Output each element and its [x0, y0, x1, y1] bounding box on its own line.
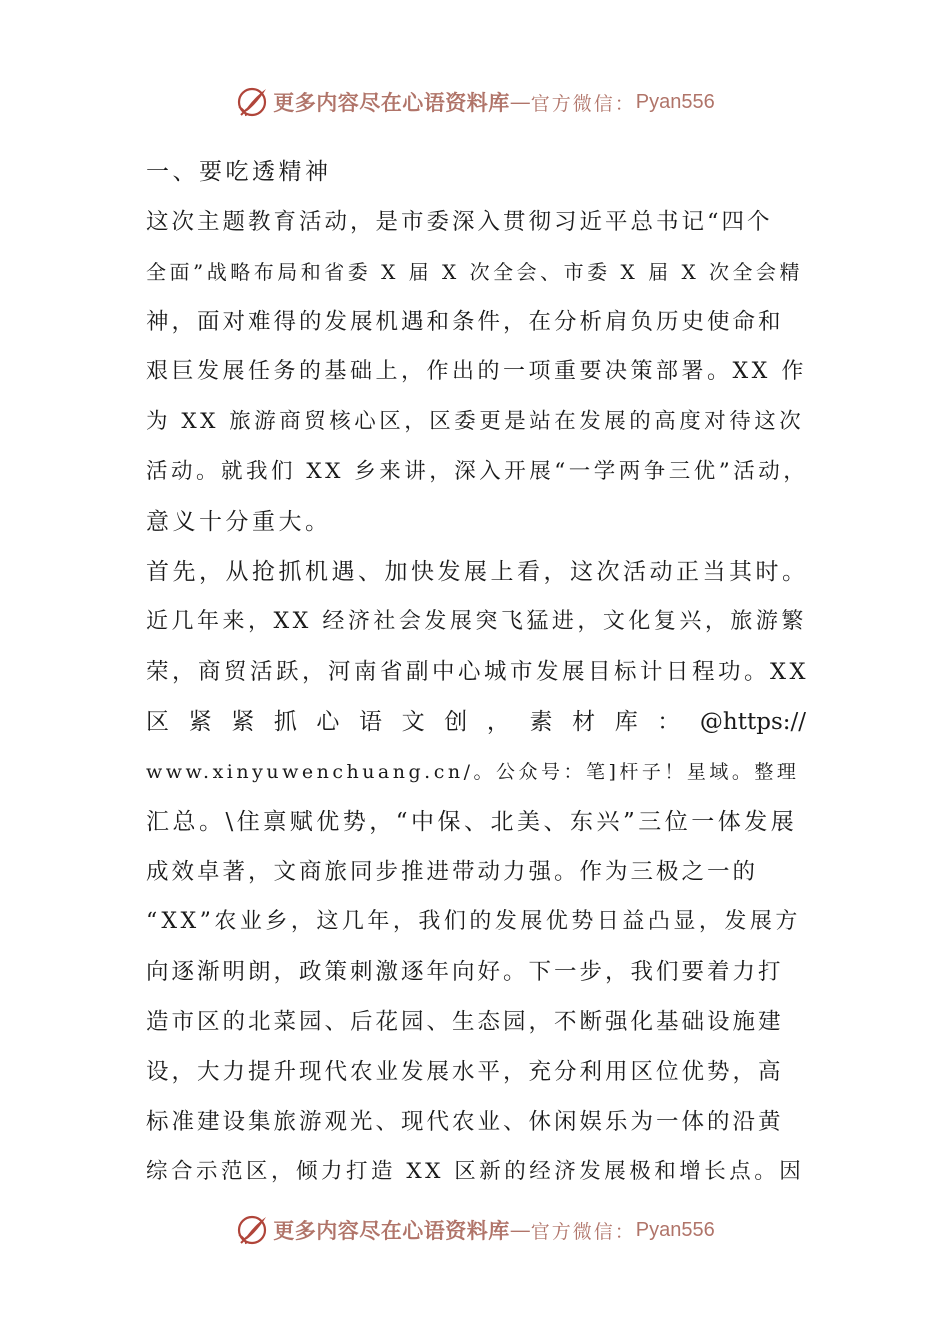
banner-wechat-id: Pyan556: [635, 90, 715, 113]
text-line: 近几年来，XX 经济社会发展突飞猛进，文化复兴，旅游繁: [146, 609, 807, 634]
banner-title: 更多内容尽在心语资料库: [273, 90, 510, 115]
text-line: 成效卓著，文商旅同步推进带动力强。作为三极之一的: [146, 859, 759, 885]
text-line: “XX”农业乡，这几年，我们的发展优势日益凸显，发展方: [146, 909, 801, 934]
text-line: 区 紧 紧 抓 心 语 文 创 ， 素 材 库 ： @https://: [146, 709, 806, 735]
banner-wechat-label: 官方微信：: [530, 1220, 636, 1243]
text-line: 神，面对难得的发展机遇和条件，在分析肩负历史使命和: [146, 309, 784, 335]
text-line: 造市区的北菜园、后花园、生态园，不断强化基础设施建: [146, 1009, 784, 1035]
quill-logo-icon: [235, 85, 269, 119]
document-body: [146, 147, 810, 1197]
footer-banner: [0, 1208, 950, 1252]
text-line: 向逐渐明朗，政策刺激逐年向好。下一步，我们要着力打: [146, 959, 784, 985]
banner-title: 更多内容尽在心语资料库: [273, 1218, 510, 1243]
banner-dash: —: [509, 1218, 531, 1242]
text-line: 首先，从抢抓机遇、加快发展上看，这次活动正当其时。: [146, 559, 809, 585]
text-line: 全面”战略布局和省委 X 届 X 次全会、市委 X 届 X 次全会精: [146, 260, 804, 284]
banner-wechat-id: Pyan556: [635, 1218, 715, 1241]
text-line: www.xinyuwenchuang.cn/。公众号：笔]杆子！星域。整理: [146, 761, 800, 783]
section-heading: 一、要吃透精神: [146, 159, 332, 185]
header-banner: [0, 80, 950, 124]
text-line: 荣，商贸活跃，河南省副中心城市发展目标计日程功。XX: [146, 659, 810, 685]
banner-wechat-label: 官方微信：: [530, 92, 636, 115]
banner-dash: —: [509, 90, 531, 114]
text-line: 艰巨发展任务的基础上，作出的一项重要决策部署。XX 作: [146, 359, 807, 384]
text-line: 这次主题教育活动，是市委深入贯彻习近平总书记“四个: [146, 209, 773, 235]
text-line: 活动。就我们 XX 乡来讲，深入开展“一学两争三优”活动，: [146, 459, 809, 484]
text-line: 设，大力提升现代农业发展水平，充分利用区位优势，高: [146, 1059, 784, 1085]
text-line: 标准建设集旅游观光、现代农业、休闲娱乐为一体的沿黄: [146, 1109, 784, 1135]
quill-logo-icon: [235, 1213, 269, 1247]
text-line: 汇总。\住禀赋优势，“中保、北美、东兴”三位一体发展: [146, 809, 798, 835]
text-line: 综合示范区，倾力打造 XX 区新的经济发展极和增长点。因: [146, 1159, 805, 1184]
text-line: 为 XX 旅游商贸核心区，区委更是站在发展的高度对待这次: [146, 409, 805, 434]
text-line: 意义十分重大。: [146, 509, 332, 535]
